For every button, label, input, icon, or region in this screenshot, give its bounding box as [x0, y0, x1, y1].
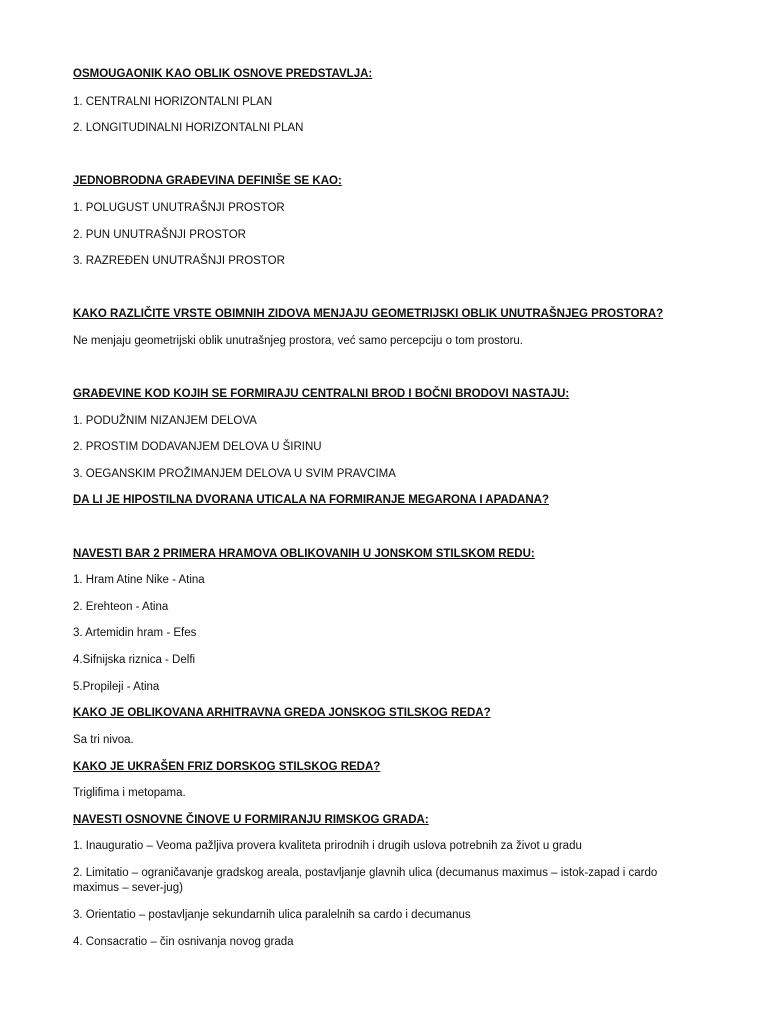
section-heading: KAKO JE UKRAŠEN FRIZ DORSKOG STILSKOG REDA? — [73, 761, 381, 773]
list-item: 5.Propileji - Atina — [73, 681, 160, 693]
answer-text: Sa tri nivoa. — [73, 734, 134, 746]
list-item: 1. Inauguratio – Veoma pažljiva provera kvaliteta prirodnih i drugih uslova potrebnih za život u gradu — [73, 840, 582, 852]
list-item: 4. Consacratio – čin osnivanja novog grada — [73, 936, 294, 948]
section-heading: JEDNOBRODNA GRAĐEVINA DEFINIŠE SE KAO: — [73, 175, 342, 187]
list-item: 1. CENTRALNI HORIZONTALNI PLAN — [73, 96, 273, 108]
section-heading: NAVESTI BAR 2 PRIMERA HRAMOVA OBLIKOVANIH U JONSKOM STILSKOM REDU: — [73, 548, 535, 560]
list-item: 3. OEGANSKIM PROŽIMANJEM DELOVA U SVIM PRAVCIMA — [73, 468, 396, 480]
list-item: 1. POLUGUST UNUTRAŠNJI PROSTOR — [73, 202, 285, 214]
section-heading: KAKO JE OBLIKOVANA ARHITRAVNA GREDA JONSKOG STILSKOG REDA? — [73, 707, 491, 719]
list-item: 2. Limitatio – ograničavanje gradskog areala, postavljanje glavnih ulica (decumanus maximus – istok-zapad i cardo maximus – sever-jug) — [73, 867, 658, 894]
list-item: 2. PROSTIM DODAVANJEM DELOVA U ŠIRINU — [73, 441, 322, 453]
list-item: 2. PUN UNUTRAŠNJI PROSTOR — [73, 229, 246, 241]
list-item: 1. Hram Atine Nike - Atina — [73, 574, 205, 586]
list-item: 3. Artemidin hram - Efes — [73, 627, 197, 639]
list-item: 1. PODUŽNIM NIZANJEM DELOVA — [73, 415, 257, 427]
list-item: 2. LONGITUDINALNI HORIZONTALNI PLAN — [73, 122, 304, 134]
list-item: 2. Erehteon - Atina — [73, 601, 169, 613]
section-heading: OSMOUGAONIK KAO OBLIK OSNOVE PREDSTAVLJA: — [73, 68, 373, 80]
list-item: 4.Sifnijska riznica - Delfi — [73, 654, 196, 666]
list-item: 3. RAZREĐEN UNUTRAŠNJI PROSTOR — [73, 255, 285, 267]
section-heading: NAVESTI OSNOVNE ČINOVE U FORMIRANJU RIMSKOG GRADA: — [73, 814, 429, 826]
section-heading: KAKO RAZLIČITE VRSTE OBIMNIH ZIDOVA MENJAJU GEOMETRIJSKI OBLIK UNUTRAŠNJEG PROSTORA? — [73, 308, 664, 320]
section-heading: DA LI JE HIPOSTILNA DVORANA UTICALA NA FORMIRANJE MEGARONA I APADANA? — [73, 494, 549, 506]
answer-text: Triglifima i metopama. — [73, 787, 186, 799]
section-heading: GRAĐEVINE KOD KOJIH SE FORMIRAJU CENTRALNI BROD I BOČNI BRODOVI NASTAJU: — [73, 388, 570, 400]
answer-text: Ne menjaju geometrijski oblik unutrašnjeg prostora, već samo percepciju o tom prostoru. — [73, 335, 523, 347]
list-item: 3. Orientatio – postavljanje sekundarnih ulica paralelnih sa cardo i decumanus — [73, 909, 471, 921]
